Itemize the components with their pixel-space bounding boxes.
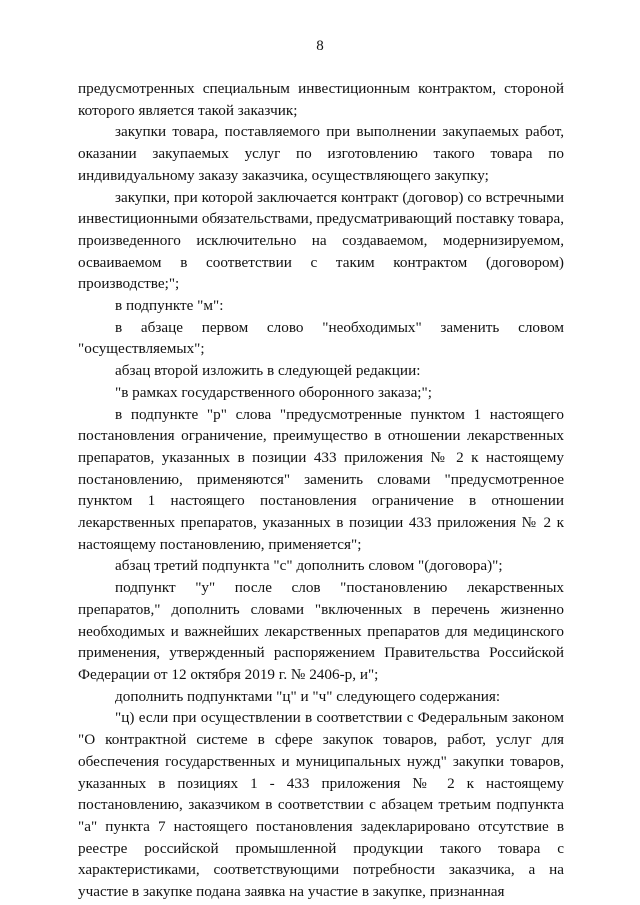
paragraph: в подпункте "м": (115, 297, 224, 315)
paragraph: абзац третий подпункта "с" дополнить словом "(договора)"; (115, 557, 503, 575)
paragraph: закупки, при которой заключается контракт (договор) со встречными инвестиционными обязательствами, предусматривающий поставку товара, произведенного исключительно на создаваемом, модернизируемом, осваиваемом в соответствии с таким контрактом (договором) производстве;"; (78, 188, 564, 293)
paragraph: в абзаце первом слово "необходимых" заменить словом "осуществляемых"; (78, 318, 564, 358)
paragraph: подпункт "у" после слов "постановлению лекарственных препаратов," дополнить словами "включенных в перечень жизненно необходимых и важнейших лекарственных препаратов для медицинского применения, утвержденный распоряжением Правительства Российской Федерации от 12 октября 2019 г. № 2406-р, и"; (78, 579, 564, 683)
paragraph: абзац второй изложить в следующей редакции: (115, 362, 421, 380)
paragraph: "в рамках государственного оборонного заказа;"; (115, 383, 432, 401)
paragraph: в подпункте "р" слова "предусмотренные пунктом 1 настоящего постановления ограничение, преимущество в отношении лекарственных препаратов, указанных в позиции 433 приложения № 2 к настоящему постановлению, применяются" заменить словами "предусмотренное пунктом 1 настоящего постановления ограничение в отношении лекарственных препаратов, указанных в позиции 433 приложения № 2 к настоящему постановлению, применяется"; (78, 405, 564, 553)
paragraph: предусмотренных специальным инвестиционным контрактом, стороной которого является такой заказчик; (78, 80, 564, 119)
paragraph: дополнить подпунктами "ц" и "ч" следующего содержания: (115, 687, 501, 705)
page-number: 8 (316, 38, 324, 54)
paragraph: закупки товара, поставляемого при выполнении закупаемых работ, оказании закупаемых услуг по изготовлению такого товара по индивидуальному заказу заказчика, осуществляющего закупку; (78, 123, 564, 184)
document-body (78, 78, 564, 903)
paragraph: "ц) если при осуществлении в соответствии с Федеральным законом "О контрактной системе в сфере закупок товаров, работ, услуг для обеспечения государственных и муниципальных нужд" закупки товаров, указанных в позициях 1 - 433 приложения № 2 к настоящему постановлению, заказчиком в соответствии с абзацем третьим подпункта "а" пункта 7 настоящего постановления задекларировано отсутствие в реестре российской промышленной продукции такого товара с характеристиками, соответствующими потребности заказчика, а на участие в закупке подана заявка на участие в закупке, признанная (78, 709, 564, 901)
